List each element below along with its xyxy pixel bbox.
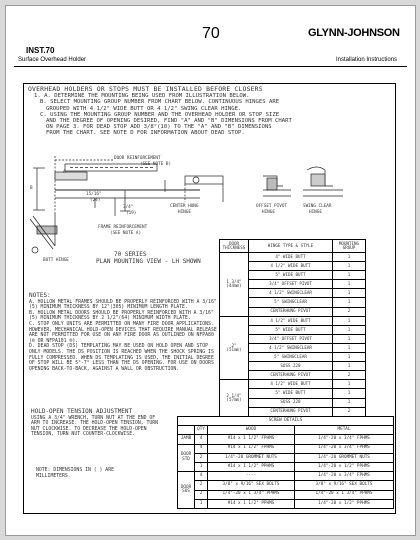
section-label: DOOR STD	[178, 444, 195, 472]
label-dim-b: B	[30, 186, 33, 191]
table-row	[178, 481, 394, 490]
group-cell: 1	[333, 380, 366, 389]
table-row	[178, 462, 394, 471]
label-see-note-a: (SEE NOTE A)	[110, 231, 142, 236]
metal-cell: 1/4"-20 x 1/2" PPHMS	[295, 462, 394, 471]
label-swing-clear: SWING CLEAR	[303, 204, 332, 209]
wood-cell: #14 x 1 1/2" FPHMS	[208, 444, 295, 453]
table-row	[178, 444, 394, 453]
group-cell: 1	[333, 280, 366, 289]
group-cell: 1	[333, 353, 366, 362]
label-hinge: HINGE	[178, 210, 191, 215]
note-item: C. STOP ONLY UNITS ARE PERMITTED ON MANY FIRE DOOR APPLICATIONS. HOWEVER, MECHANICAL HOLD-OPEN DEVICES THAT REQUIRE MANUAL RELEASE ARE NOT PERMITTED FOR USE ON ANY FIRE DOOR AS OUTLINED ON NFPA80 (® OR NFPA101 ®).	[29, 321, 217, 344]
group-cell: 2	[333, 407, 366, 416]
screw-table-title: SCREW DETAILS	[178, 417, 394, 426]
qty-cell: 1	[195, 462, 208, 471]
wood-cell: #14 x 1 1/2" PPHMS	[208, 499, 295, 508]
table-header	[178, 426, 195, 435]
label-dim-24: (24)	[90, 198, 101, 203]
wood-cell: 1/4"-20 GROMMET NUTS	[208, 453, 295, 462]
intro-line: C. USING THE MOUNTING GROUP NUMBER AND THE OVERHEAD HOLDER OR STOP SIZE	[40, 111, 280, 118]
hinge-cell: SOSS 220	[249, 362, 333, 371]
group-cell: 1	[333, 289, 366, 298]
hinge-cell: 5" WIDE BUTT	[249, 271, 333, 280]
intro-line: FROM THE CHART. SEE NOTE D FOR INFORMATION ABOUT DEAD STOP.	[46, 130, 245, 137]
intro-line: GROUPED WITH 4 1/2" WIDE BUTT OR 4 1/2" SWING CLEAR HINGE.	[46, 105, 242, 112]
hinge-cell: 5" SWINGCLEAR	[249, 353, 333, 362]
door-thickness-cell: 2 1/4" (57mm)	[220, 380, 249, 416]
intro-line: ON PAGE 3. FOR DEAD STOP ADD 3/8"(10) TO THE "A" AND "B" DIMENSIONS	[46, 124, 272, 131]
label-offset-pivot: OFFSET PIVOT	[256, 204, 288, 209]
label-center-hung: CENTER HUNG	[170, 204, 199, 209]
qty-cell: 1	[195, 499, 208, 508]
hinge-cell: 3/4" OFFSET PIVOT	[249, 280, 333, 289]
intro-line: B. SELECT MOUNTING GROUP NUMBER FROM CHART BELOW. CONTINUOUS HINGES ARE	[40, 99, 280, 106]
hinge-cell: 4" WIDE BUTT	[249, 253, 333, 262]
mounting-group-table	[219, 239, 366, 417]
caption-view: PLAN MOUNTING VIEW - LH SHOWN	[96, 258, 201, 265]
group-cell: 1	[333, 262, 366, 271]
hold-open-section	[31, 409, 161, 438]
table-header-row	[178, 426, 394, 435]
table-row	[178, 490, 394, 499]
label-hinge: HINGE	[309, 210, 322, 215]
dimension-note: NOTE: DIMENSIONS IN ( ) ARE MILLIMETERS.	[36, 468, 114, 479]
group-cell: 1	[333, 343, 366, 352]
header-rule	[14, 66, 407, 67]
hinge-cell: 3/4" OFFSET PIVOT	[249, 334, 333, 343]
hold-open-title: HOLD-OPEN TENSION ADJUSTMENT	[31, 408, 133, 415]
label-door-reinforcement: DOOR REINFORCEMENT	[114, 156, 161, 161]
label-see-note-b: (SEE NOTE B)	[140, 162, 172, 167]
doc-type-label: Installation Instructions	[336, 57, 398, 63]
group-cell: 1	[333, 325, 366, 334]
hinge-cell: CENTERHUNG PIVOT	[249, 307, 333, 316]
wood-cell: 1/4"-20 x 1 3/4" PPHMS	[208, 490, 295, 499]
hinge-cell: 4 1/2" SWINGCLEAR	[249, 289, 333, 298]
qty-cell: 2	[195, 481, 208, 490]
wood-cell: #14 x 1 1/2" PPHMS	[208, 462, 295, 471]
instruction-page	[5, 5, 416, 536]
qty-cell: 4	[195, 444, 208, 453]
doc-code: INST.70	[26, 46, 55, 55]
note-item: B. HOLLOW METAL DOORS SHOULD BE PROPERLY REINFORCED WITH A 3/16"(5) MINIMUM THICKNESS BY 2 1/2"(64) MINIMUM WIDTH PLATE.	[29, 310, 214, 322]
table-row	[220, 380, 366, 389]
qty-cell: 2	[195, 453, 208, 462]
qty-cell: 2	[195, 490, 208, 499]
screw-details-table	[177, 416, 394, 509]
page-number: 70	[202, 25, 220, 42]
table-row	[178, 453, 394, 462]
hinge-cell: 5" SWINGCLEAR	[249, 298, 333, 307]
hinge-cell: 4 1/2" WIDE BUTT	[249, 316, 333, 325]
group-cell: 1	[333, 271, 366, 280]
table-header: HINGE TYPE & STYLE	[249, 240, 333, 253]
group-cell: 2	[333, 371, 366, 380]
table-header-row	[220, 240, 366, 253]
group-cell: 1	[333, 298, 366, 307]
table-row	[178, 499, 394, 508]
metal-cell: 1/4"-20 x 1/2" PPHMS	[295, 499, 394, 508]
table-header: WOOD	[208, 426, 295, 435]
label-hinge: HINGE	[262, 210, 275, 215]
hinge-cell: 5" WIDE BUTT	[249, 325, 333, 334]
door-thickness-cell: 2" (51mm)	[220, 316, 249, 380]
table-row	[220, 316, 366, 325]
metal-cell: 1/4"-20 GROMMET NUTS	[295, 453, 394, 462]
table-title-row	[178, 417, 394, 426]
door-thickness-cell: 1 3/4" (44mm)	[220, 253, 249, 317]
group-cell: 1	[333, 389, 366, 398]
group-cell: 1	[333, 316, 366, 325]
group-cell: 1	[333, 334, 366, 343]
note-item: A. HOLLOW METAL FRAMES SHOULD BE PROPERLY REINFORCED WITH A 3/16"(5) MINIMUM THICKNESS BY 12"(305) MINIMUM LENGTH PLATE.	[29, 299, 217, 311]
hinge-cell: CENTERHUNG PIVOT	[249, 407, 333, 416]
table-header: QTY	[195, 426, 208, 435]
label-dim-a: A	[63, 170, 66, 175]
hinge-cell: SOSS 220	[249, 398, 333, 407]
metal-cell: 3/8" x 9/16" SEX BOLTS	[295, 481, 394, 490]
metal-cell: 1/4"-20 x 3/4" FPHMS	[295, 472, 394, 481]
qty-cell: 4	[195, 472, 208, 481]
hinge-cell: 5" WIDE BUTT	[249, 389, 333, 398]
notes-section	[29, 293, 219, 372]
note-item: D. DEAD STOP (DS) TEMPLATING MAY BE USED ON HOLD OPEN AND STOP ONLY MODELS. THE DS POSITION IS REACHED WHEN THE SHOCK SPRING IS FULLY COMPRESSED. WHEN DS TEMPLATING IS USED, THE INITIAL DEGREE OF STOP WILL BE 5°-7° LESS THAN THE DS OPENING. FOR USE ON DOORS OPENING BACK-TO-BACK, AGAINST A WALL OR OBSTRUCTION.	[29, 344, 214, 372]
label-frame-reinforcement: FRAME REINFORCEMENT	[98, 225, 148, 230]
intro-instructions	[28, 86, 388, 137]
wood-cell: #14 x 1 1/2" FPHMS	[208, 435, 295, 444]
hinge-cell: 4 1/2" WIDE BUTT	[249, 380, 333, 389]
intro-line: AND THE DEGREE OF OPENING DESIRED, FIND "A" AND "B" DIMENSIONS FROM CHART	[46, 118, 292, 125]
label-dim-3-4: 3/4"	[123, 205, 134, 210]
label-butt-hinge: BUTT HINGE	[43, 258, 69, 263]
label-dim-19: (19)	[126, 211, 137, 216]
group-cell: 1	[333, 362, 366, 371]
drawing-caption	[96, 251, 201, 265]
qty-cell: 4	[195, 435, 208, 444]
section-label: DOOR SOS	[178, 472, 195, 509]
metal-cell: 1/4"-20 x 3/4" FPHMS	[295, 435, 394, 444]
section-label: JAMB	[178, 435, 195, 444]
wood-cell: ----	[208, 472, 295, 481]
metal-cell: 1/4"-20 x 3/4" FPHMS	[295, 444, 394, 453]
group-cell: 2	[333, 307, 366, 316]
hinge-cell: 4 1/2" WIDE BUTT	[249, 262, 333, 271]
table-header: DOOR THICKNESS	[220, 240, 249, 253]
intro-line: 1. A. DETERMINE THE MOUNTING BEING USED FROM ILLUSTRATION BELOW.	[34, 93, 250, 100]
table-row	[178, 435, 394, 444]
hinge-cell: 4 1/2" SWINGCLEAR	[249, 343, 333, 352]
caption-series: 70 SERIES	[114, 251, 147, 258]
hinge-cell: CENTERHUNG PIVOT	[249, 371, 333, 380]
label-dim-15-16: 15/16"	[86, 192, 102, 197]
table-header: METAL	[295, 426, 394, 435]
group-cell: 1	[333, 253, 366, 262]
brand-logo: GLYNN-JOHNSON	[308, 27, 400, 39]
doc-subtitle: Surface Overhead Holder	[18, 57, 87, 63]
hold-open-text: USING A 3/4" WRENCH, TURN NUT AT THE END OF ARM TO INCREASE. THE HOLD-OPEN TENSION, TURN NUT CLOCKWISE. TO DECREASE THE HOLD-OPEN TENSION, TURN NUT COUNTER-CLOCKWISE.	[31, 415, 159, 438]
group-cell: 1	[333, 398, 366, 407]
metal-cell: 1/4"-20 x 1 3/4" PPHMS	[295, 490, 394, 499]
notes-title: NOTES:	[29, 292, 51, 299]
table-row	[178, 472, 394, 481]
table-header: MOUNTING GROUP	[333, 240, 366, 253]
intro-heading: OVERHEAD HOLDERS OR STOPS MUST BE INSTALLED BEFORE CLOSERS	[28, 85, 263, 93]
wood-cell: 3/8" x 9/16" SEX BOLTS	[208, 481, 295, 490]
table-row	[220, 253, 366, 262]
